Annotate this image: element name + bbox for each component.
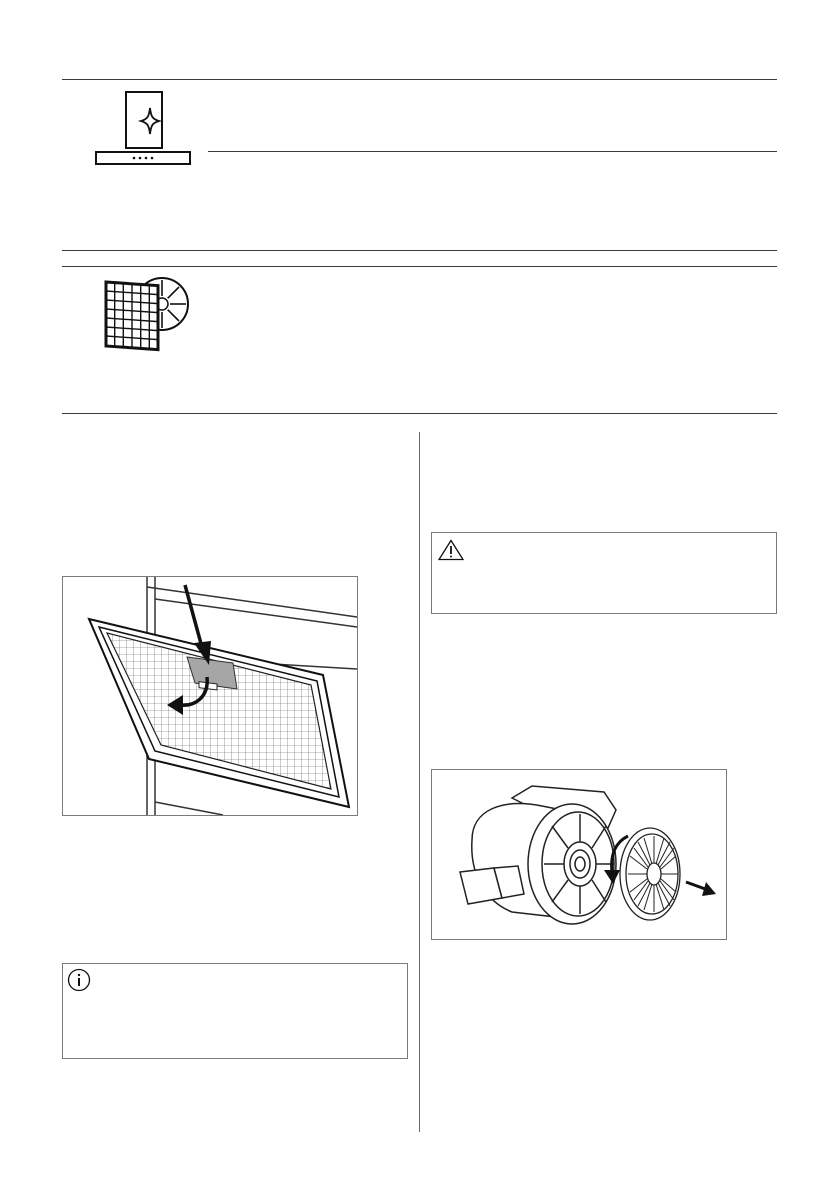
grease-filter-removal-illustration	[62, 576, 358, 816]
section-bottom-rule	[62, 413, 777, 414]
cleaning-sparkle-hood-icon	[94, 88, 194, 168]
charcoal-filter-twist-removal-illustration	[431, 769, 727, 940]
section-top-rule	[62, 79, 777, 80]
column-separator	[419, 432, 420, 1132]
section-top-rule	[62, 266, 777, 267]
info-note-box	[62, 963, 408, 1059]
warning-triangle-icon	[438, 539, 464, 561]
warning-note-box	[431, 532, 777, 614]
information-icon	[67, 968, 91, 992]
grease-and-charcoal-filter-icon	[96, 274, 196, 358]
section-divider	[62, 250, 777, 251]
section-title-underline	[208, 151, 777, 152]
